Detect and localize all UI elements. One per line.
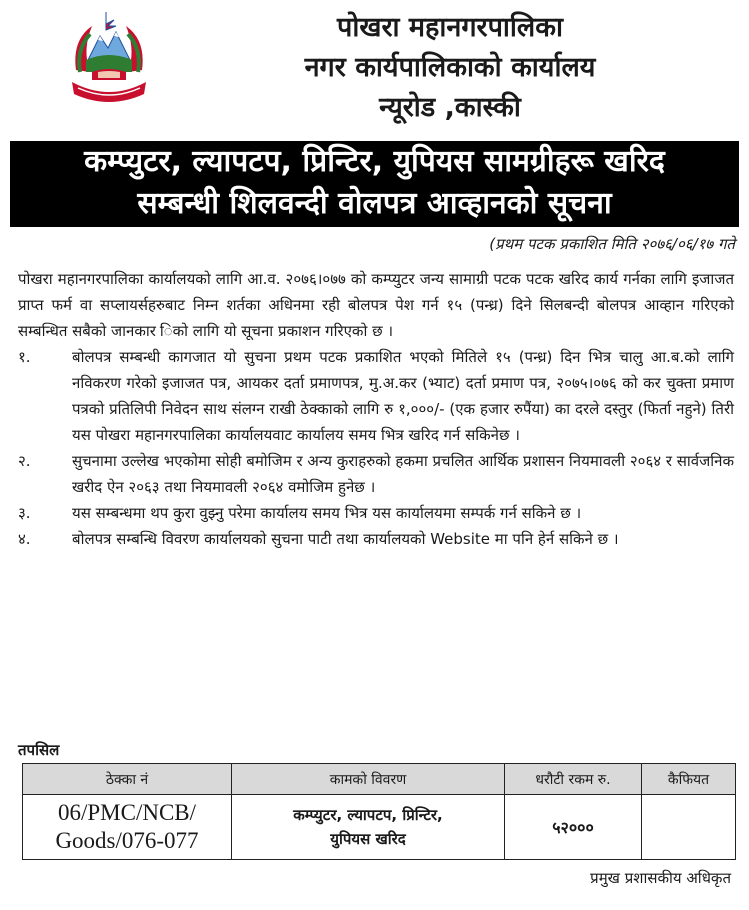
condition-text: सुचनामा उल्लेख भएकोमा सोही बमोजिम र अन्य कुराहरुको हकमा प्रचलित आर्थिक प्रशासन नियमावली २०६४ र सार्वजनिक खरीद ऐन २०६३ तथा नियमावली २०६४ वमोजिम हुनेछ । bbox=[72, 452, 734, 496]
deposit-cell: ५२००० bbox=[505, 795, 642, 860]
notice-title-line-1: कम्प्युटर, ल्यापटप, प्रिन्टिर, युपियस सामग्रीहरू खरिद bbox=[84, 144, 665, 179]
condition-text: बोलपत्र सम्बन्धी कागजात यो सुचना प्रथम पटक प्रकाशित भएको मितिले १५ (पन्ध्र) दिन भित्र चालु आ.ब.को लागि नविकरण गरेको इजाजत पत्र, आयकर दर्ता प्रमाणपत्र, मु.अ.कर (भ्याट) दर्ता प्रमाण पत्र, २०७५।०७६ को कर चुक्ता प्रमाण पत्रको प्रतिलिपी निवेदन साथ संलग्न राखी ठेक्काको लागि रु १,०००/- (एक हजार रुपैंया) का दरले दस्तुर (फिर्ता नहुने) तिरी यस पोखरा महानगरपालिका कार्यालयवाट कार्यालय समय भित्र खरिद गर्न सकिनेछ । bbox=[72, 348, 734, 444]
office-name: नगर कार्यपालिकाको कार्यालय bbox=[304, 52, 596, 83]
condition-number: १. bbox=[18, 348, 31, 366]
nepal-emblem-icon bbox=[68, 10, 150, 108]
office-address: न्यूरोड ,कास्की bbox=[379, 92, 521, 123]
condition-item bbox=[18, 344, 734, 448]
description-line-2: युपियस खरिद bbox=[330, 830, 406, 848]
condition-text: बोलपत्र सम्बन्धि विवरण कार्यालयको सुचना पाटी तथा कार्यालयको Website मा पनि हेर्न सकिने छ । bbox=[72, 530, 619, 548]
intro-paragraph: पोखरा महानगरपालिका कार्यालयको लागि आ.व. २०७६।०७७ को कम्प्युटर जन्य सामाग्री पटक पटक खरिद कार्य गर्नका लागि इजाजत प्राप्त फर्म वा सप्लायर्सहरुबाट निम्न शर्तका अधिनमा रही बोलपत्र पेश गर्न १५ (पन्ध्र) दिने सिलबन्दी बोलपत्र आव्हान गरिएको सम्बन्धित सबैको जानकार िको लागि यो सूचना प्रकाशन गरिएको छ । bbox=[18, 270, 734, 340]
contract-number-cell bbox=[23, 795, 232, 860]
schedule-table bbox=[22, 763, 736, 860]
signatory-title: प्रमुख प्रशासकीय अधिकृत bbox=[590, 869, 731, 887]
header-contract-no: ठेक्का नं bbox=[23, 764, 232, 795]
table-row bbox=[23, 795, 736, 860]
description-cell bbox=[232, 795, 505, 860]
condition-number: ४. bbox=[18, 530, 31, 548]
notice-title-banner bbox=[10, 141, 739, 227]
condition-item bbox=[18, 526, 734, 552]
condition-number: ३. bbox=[18, 504, 31, 522]
contract-number-line-2: Goods/076-077 bbox=[55, 828, 199, 853]
header-deposit: धरौटी रकम रु. bbox=[505, 764, 642, 795]
condition-item bbox=[18, 448, 734, 500]
table-header-row bbox=[23, 764, 736, 795]
notice-body bbox=[18, 266, 734, 552]
contract-number-line-1: 06/PMC/NCB/ bbox=[57, 800, 197, 825]
notice-title-line-2: सम्बन्धी शिलवन्दी वोलपत्र आव्हानको सूचना bbox=[137, 186, 612, 221]
org-name: पोखरा महानगरपालिका bbox=[337, 12, 563, 43]
description-line-1: कम्प्युटर, ल्यापटप, प्रिन्टिर, bbox=[293, 806, 443, 824]
schedule-label: तपसिल bbox=[18, 741, 60, 759]
header-description: कामको विवरण bbox=[232, 764, 505, 795]
organization-header bbox=[170, 8, 730, 128]
condition-item bbox=[18, 500, 734, 526]
condition-number: २. bbox=[18, 452, 31, 470]
remarks-cell bbox=[642, 795, 736, 860]
header-remarks: कैफियत bbox=[642, 764, 736, 795]
condition-text: यस सम्बन्धमा थप कुरा वुझ्नु परेमा कार्यालय समय भित्र यस कार्यालयमा सम्पर्क गर्न सकिने छ । bbox=[72, 504, 582, 522]
publication-date: (प्रथम पटक प्रकाशित मिति २०७६/०६/१७ गते bbox=[489, 235, 735, 253]
